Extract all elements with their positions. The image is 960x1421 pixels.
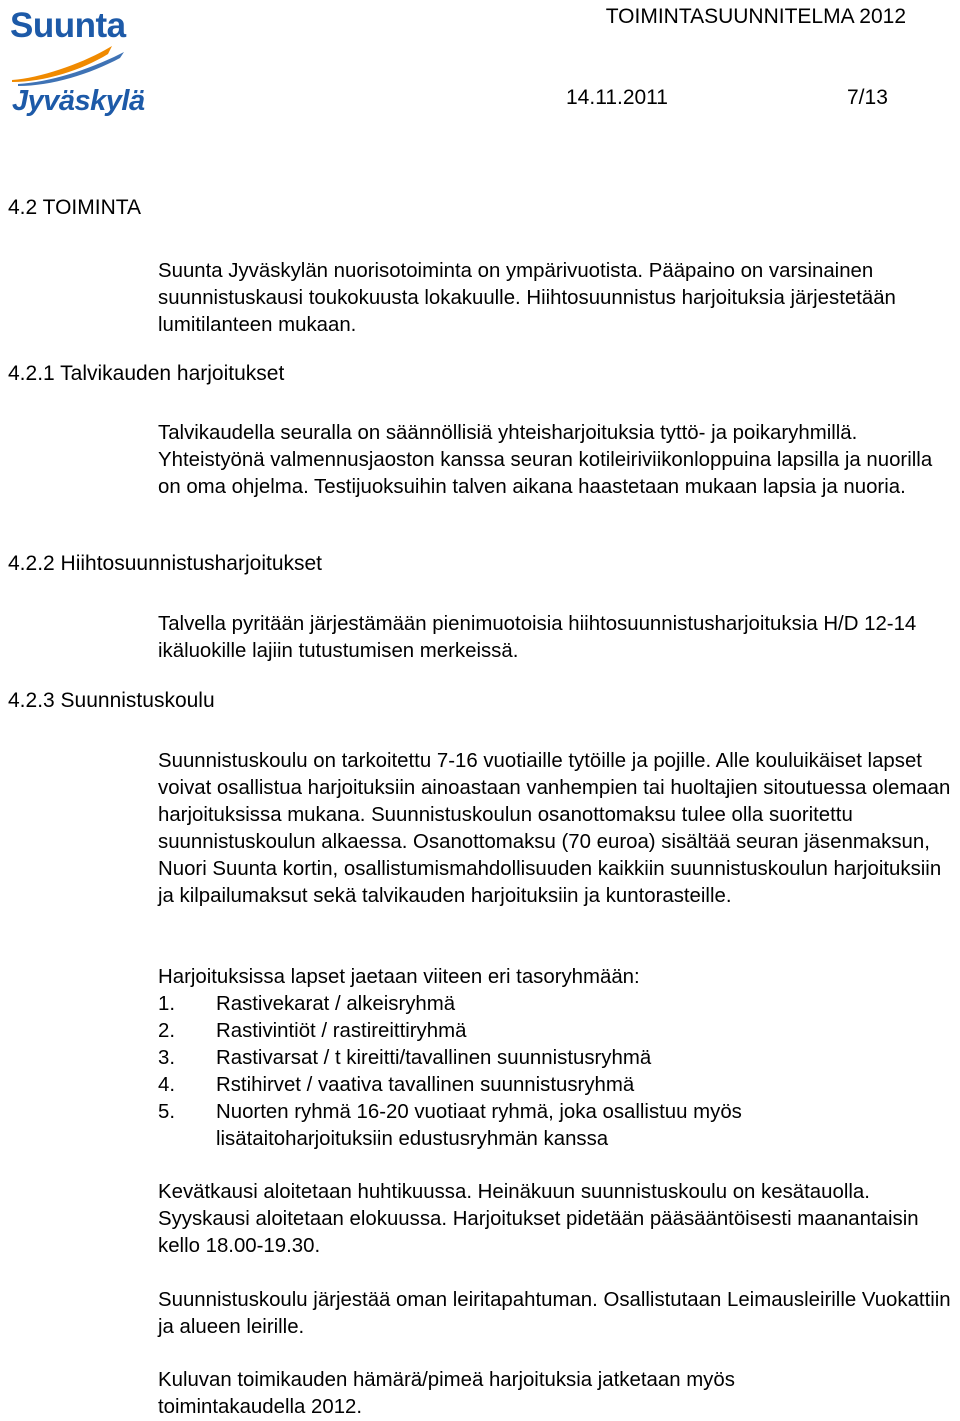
camp-text: Suunnistuskoulu järjestää oman leiritapahtuman. Osallistutaan Leimausleirille Vuokattiin ja alueen leirille. xyxy=(158,1289,951,1338)
list-item-number: 2. xyxy=(158,1020,176,1042)
list-item-text: Nuorten ryhmä 16-20 vuotiaat ryhmä, joka osallistuu myös lisätaitoharjoituksiin edustusryhmän kanssa xyxy=(216,1101,742,1150)
suunnistuskoulu-paragraph xyxy=(158,748,958,910)
dark-trainings-text: Kuluvan toimikauden hämärä/pimeä harjoituksia jatketaan myös toimintakaudella 2012. xyxy=(158,1369,735,1418)
groups-intro: Harjoituksissa lapset jaetaan viiteen eri tasoryhmään: xyxy=(158,966,640,988)
schedule-text: Kevätkausi aloitetaan huhtikuussa. Heinäkuun suunnistuskoulu on kesätauolla. Syyskausi aloitetaan elokuussa. Harjoitukset pidetään pääsääntöisesti maanantaisin kello 18.00-19.30. xyxy=(158,1181,919,1257)
list-item-text: Rastivekarat / alkeisryhmä xyxy=(216,993,456,1015)
suunta-jyvaskyla-logo xyxy=(10,6,145,124)
logo-text-suunta: Suunta xyxy=(10,6,126,45)
list-item-number: 5. xyxy=(158,1101,176,1123)
dark-trainings-paragraph xyxy=(158,1367,838,1421)
list-item-number: 1. xyxy=(158,993,176,1015)
section-heading-talvikauden: 4.2.1 Talvikauden harjoitukset xyxy=(8,362,285,385)
page-number: 7/13 xyxy=(847,86,888,109)
logo-swoosh-icon xyxy=(10,44,130,86)
suunnistuskoulu-text: Suunnistuskoulu on tarkoitettu 7-16 vuotiaille tytöille ja pojille. Alle kouluikäiset lapset voivat osallistua harjoituksiin ainoastaan vanhempien tai huoltajien sitoutuessa olemaan harjoituksissa mukana. Suunnistuskoulun osanottomaksu tulee olla suoritettu suunnistuskoulun alkaessa. Osanottomaksu (70 euroa) sisältää seuran jäsenmaksun, Nuori Suunta kortin, osallistumismahdollisuuden kaikkiin suunnistuskoulun harjoituksiin ja kilpailumaksut sekä talvikauden harjoituksiin ja kuntorasteille. xyxy=(158,750,951,907)
schedule-paragraph xyxy=(158,1179,958,1260)
intro-text: Suunta Jyväskylän nuorisotoiminta on ympärivuotista. Pääpaino on varsinainen suunnistuskausi toukokuusta lokakuulle. Hiihtosuunnistus harjoituksia järjestetään lumitilanteen mukaan. xyxy=(158,260,896,336)
logo-text-jyvaskyla: Jyväskylä xyxy=(12,85,145,117)
document-date: 14.11.2011 xyxy=(566,86,668,109)
groups-block xyxy=(158,964,958,1153)
intro-paragraph xyxy=(158,258,958,339)
list-item-text: Rastivarsat / t kireitti/tavallinen suunnistusryhmä xyxy=(216,1047,652,1069)
hiihtosuunnistus-paragraph xyxy=(158,611,958,665)
list-item xyxy=(158,991,958,1018)
list-item xyxy=(158,1099,958,1153)
camp-paragraph xyxy=(158,1287,958,1341)
hiihtosuunnistus-text: Talvella pyritään järjestämään pienimuotoisia hiihtosuunnistusharjoituksia H/D 12-14 ikäluokille lajiin tutustumisen merkeissä. xyxy=(158,613,917,662)
talvikauden-paragraph xyxy=(158,420,958,501)
document-title: TOIMINTASUUNNITELMA 2012 xyxy=(605,5,906,28)
section-heading-suunnistuskoulu: 4.2.3 Suunnistuskoulu xyxy=(8,689,215,712)
list-item xyxy=(158,1072,958,1099)
talvikauden-text: Talvikaudella seuralla on säännöllisiä yhteisharjoituksia tyttö- ja poikaryhmillä. Yhteistyönä valmennusjaoston kanssa seuran kotileiriviikonloppuina lapsilla ja nuorilla on oma ohjelma. Testijuoksuihin talven aikana haastetaan mukaan lapsia ja nuoria. xyxy=(158,422,933,498)
list-item xyxy=(158,1045,958,1072)
groups-list xyxy=(158,991,958,1153)
section-heading-toiminta: 4.2 TOIMINTA xyxy=(8,196,142,219)
list-item-text: Rstihirvet / vaativa tavallinen suunnistusryhmä xyxy=(216,1074,635,1096)
list-item xyxy=(158,1018,958,1045)
list-item-text: Rastivintiöt / rastireittiryhmä xyxy=(216,1020,467,1042)
list-item-number: 4. xyxy=(158,1074,176,1096)
list-item-number: 3. xyxy=(158,1047,176,1069)
section-heading-hiihtosuunnistus: 4.2.2 Hiihtosuunnistusharjoitukset xyxy=(8,552,323,575)
